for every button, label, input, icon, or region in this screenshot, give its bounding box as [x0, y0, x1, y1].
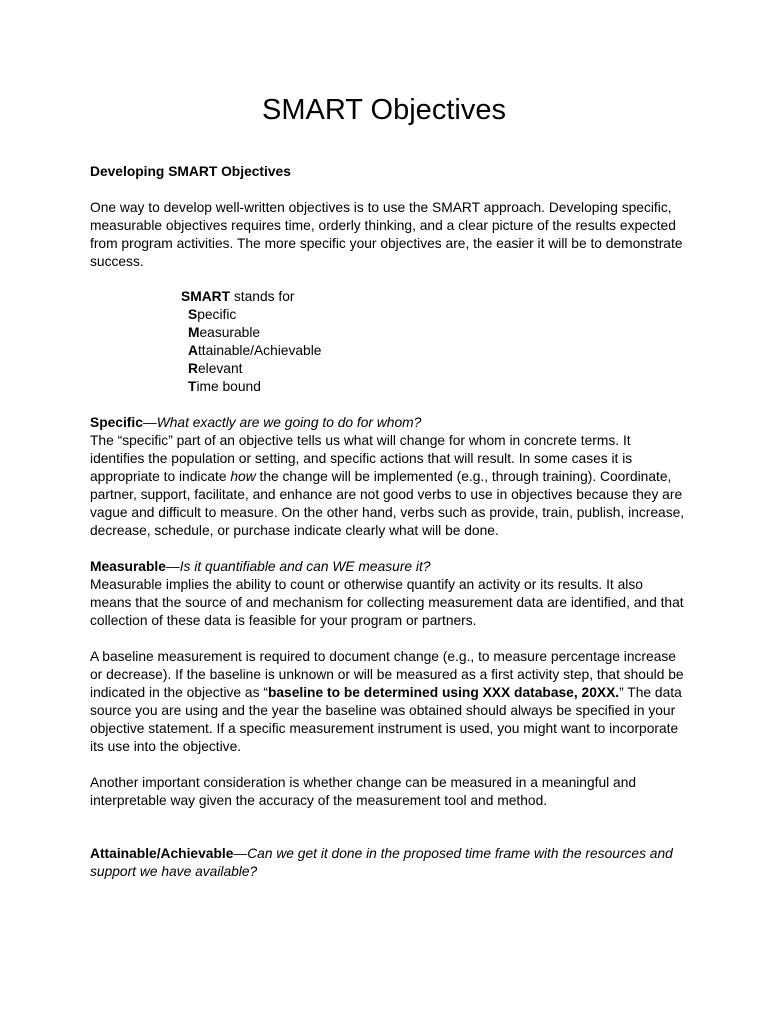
intro-paragraph: One way to develop well-written objectives is to use the SMART approach. Developing specific, measurable objectives requires time, orderly thinking, and a clear picture of the results expected from program activities. The more specific your objectives are, the easier it will be to demonstrate success.	[90, 200, 683, 269]
smart-lead-bold: SMART	[181, 289, 231, 304]
measurable-paragraph: Measurable implies the ability to count or otherwise quantify an activity or its results. It also means that the source of and mechanism for collecting measurement data are identified, and that collection of these data is feasible for your program or partners.	[90, 577, 684, 628]
smart-letter: A	[188, 343, 198, 358]
specific-paragraph	[90, 432, 686, 540]
measurable-heading	[90, 558, 686, 576]
smart-word: ttainable/Achievable	[197, 343, 322, 358]
consideration-paragraph: Another important consideration is whether change can be measured in a meaningful and interpretable way given the accuracy of the measurement tool and method.	[90, 775, 637, 808]
smart-acronym-list	[181, 288, 686, 396]
smart-letter: S	[188, 307, 198, 322]
section-heading: Developing SMART Objectives	[90, 164, 291, 179]
smart-letter: M	[188, 325, 200, 340]
baseline-bold: baseline to be determined using XXX database, 20XX.	[267, 685, 620, 700]
smart-word: easurable	[199, 325, 261, 340]
specific-term: Specific	[90, 415, 143, 430]
smart-lead-rest: stands for	[230, 289, 295, 304]
specific-heading	[90, 414, 686, 432]
specific-emphasis: how	[230, 469, 256, 484]
page-title: SMART Objectives	[262, 94, 506, 126]
smart-letter: R	[188, 361, 198, 376]
smart-word: pecific	[197, 307, 237, 322]
attainable-heading	[90, 845, 686, 881]
smart-item-specific	[188, 306, 686, 324]
attainable-question: —Can we get it done in the proposed time frame with the resources and support we have available?	[90, 846, 673, 879]
smart-item-measurable	[188, 324, 686, 342]
attainable-term: Attainable/Achievable	[90, 846, 234, 861]
smart-lead	[181, 288, 686, 306]
document-body	[90, 163, 686, 881]
baseline-text: ” The data source you are using and the year the baseline was obtained should always be specified in your objective statement. If a specific measurement instrument is used, you might want to incorporate its use into the objective.	[90, 685, 682, 754]
smart-word: elevant	[197, 361, 243, 376]
specific-question: —What exactly are we going to do for whom?	[142, 415, 422, 430]
measurable-term: Measurable	[90, 559, 166, 574]
smart-item-attainable	[188, 342, 686, 360]
specific-text: The “specific” part of an objective tells us what will change for whom in concrete terms. It identifies the population or setting, and specific actions that will result. In some cases it is appropriate to indicate	[90, 433, 633, 484]
smart-letter: T	[188, 379, 197, 394]
measurable-question: —Is it quantifiable and can WE measure it?	[165, 559, 431, 574]
baseline-paragraph	[90, 648, 686, 756]
baseline-text: A baseline measurement is required to document change (e.g., to measure percentage increase or decrease). If the baseline is unknown or will be measured as a first activity step, that should be indicated in the objective as “	[90, 649, 684, 700]
smart-item-time-bound	[188, 378, 686, 396]
smart-word: ime bound	[196, 379, 261, 394]
specific-text: the change will be implemented (e.g., through training). Coordinate, partner, support, facilitate, and enhance are not good verbs to use in objectives because they are vague and difficult to measure. On the other hand, verbs such as provide, train, publish, increase, decrease, schedule, or purchase indicate clearly what will be done.	[90, 469, 685, 538]
smart-item-relevant	[188, 360, 686, 378]
